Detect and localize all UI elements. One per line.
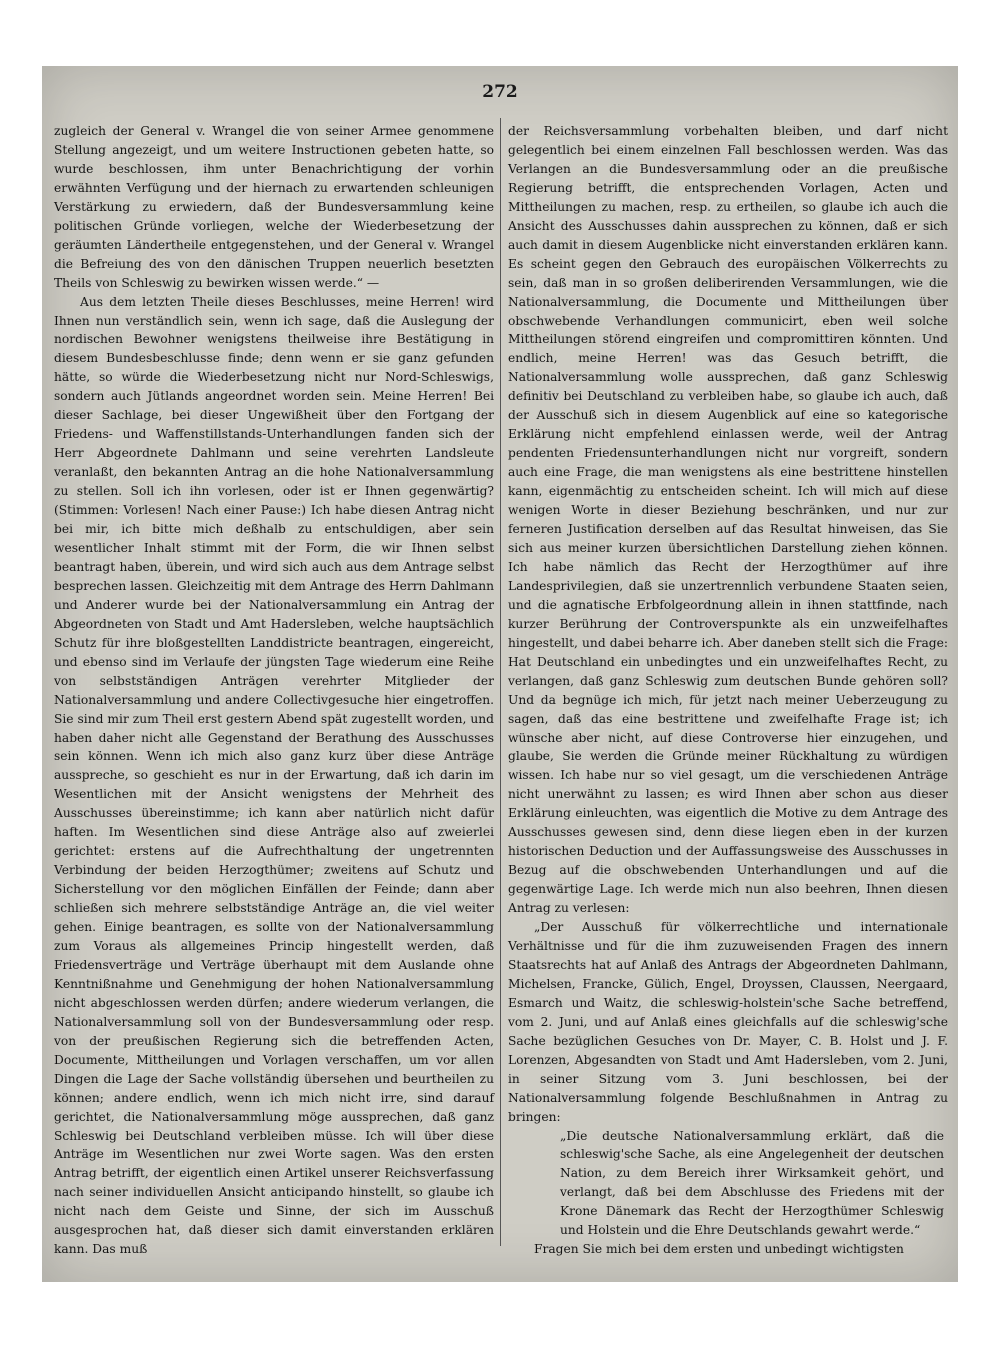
page-number: 272 <box>482 82 518 102</box>
left-paragraph-2: Aus dem letzten Theile dieses Beschlusses, meine Herren! wird Ihnen nun verständlich sein, wenn ich sage, daß die Auslegung der nordischen Bewohner wenigstens theilweise ihre Bestätigung in diesem Bundesbeschlusse finde; denn wenn er sie ganz gefunden hätte, so würde die Wiederbesetzung nicht nur Nord-Schleswigs, sondern auch Jütlands angeordnet worden sein. Meine Herren! Bei dieser Sachlage, bei dieser Ungewißheit über den Fortgang der Friedens- und Waffenstillstands-Unterhandlungen fanden sich der Herr Abgeordnete Dahlmann und seine verehrten Landsleute veranlaßt, den bekannten Antrag an die hohe Nationalversammlung zu stellen. Soll ich ihn vorlesen, oder ist er Ihnen gegenwärtig? (Stimmen: Vorlesen! Nach einer Pause:) Ich habe diesen Antrag nicht bei mir, ich bitte mich deßhalb zu entschuldigen, aber sein wesentlicher Inhalt stimmt mit der Form, die wir Ihnen selbst beantragt haben, überein, und wird sich auch aus dem Antrage selbst besprechen lassen. Gleichzeitig mit dem Antrage des Herrn Dahlmann und Anderer wurde bei der Nationalversammlung ein Antrag der Abgeordneten von Stadt und Amt Hadersleben, welche hauptsächlich Schutz für ihre bloßgestellten Landdistricte beantragen, eingereicht, und ebenso sind im Verlaufe der jüngsten Tage wiederum eine Reihe von selbstständigen Anträgen verehrter Mitglieder der Nationalversammlung und andere Collectivgesuche hier eingetroffen. Sie sind mir zum Theil erst gestern Abend spät zugestellt worden, und haben daher nicht alle Gegenstand der Berathung des Ausschusses sein können. Wenn ich mich also ganz kurz über diese Anträge ausspreche, so geschieht es nur in der Erwartung, daß ich darin im Wesentlichen mit der Ansicht wenigstens der Mehrheit des Ausschusses übereinstimme; ich kann aber natürlich nicht dafür haften. Im Wesentlichen sind diese Anträge also auf zweierlei gerichtet: erstens auf die Aufrechthaltung der ungetrennten Verbindung der beiden Herzogthümer; zweitens auf Schutz und Sicherstellung vor den möglichen Einfällen der Feinde; dann aber schließen sich mehrere selbstständige Anträge an, die viel weiter gehen. Einige beantragen, es sollte von der Nationalversammlung zum Voraus als allgemeines Princip hingestellt werden, daß Friedensverträge und Verträge überhaupt mit dem Auslande ohne Kenntnißnahme und Genehmigung der hohen Nationalversammlung nicht abgeschlossen werden dürfen; andere wiederum verlangen, die Nationalversammlung soll von der Bundesversammlung oder resp. von der preußischen Regierung sich die betreffenden Acten, Documente, Mittheilungen und Vorlagen verschaffen, um vor allen Dingen die Lage der Sache vollständig übersehen und beurtheilen zu können; andere endlich, wenn ich mich nicht irre, sind darauf gerichtet, die Nationalversammlung möge aussprechen, daß ganz Schleswig bei Deutschland verbleiben müsse. Ich will über diese Anträge im Wesentlichen nur zwei Worte sagen. Was den ersten Antrag betrifft, der eigentlich einen Artikel unserer Reichsverfassung nach seiner individuellen Ansicht anticipando hinstellt, so glaube ich nicht nach dem Geiste und Sinne, der sich im Ausschuß ausgesprochen hat, daß dieser sich damit einverstanden erklären kann. Das muß <box>54 294 494 1257</box>
scanned-page <box>42 66 958 1282</box>
left-paragraph-1: zugleich der General v. Wrangel die von seiner Armee genommene Stellung angezeigt, und um weitere Instructionen gebeten hatte, so wurde beschlossen, ihm unter Benachrichtigung der vorhin erwähnten Verfügung und der hiernach zu erwartenden schleunigen Verstärkung zu erwiedern, daß der Bundesversammlung keine politischen Gründe vorliegen, welche der Wiederbesetzung der geräumten Ländertheile entgegenstehen, und der General v. Wrangel die Befreiung des von den dänischen Truppen neuerlich besetzten Theils von Schleswig zu bewirken wissen werde.“ — <box>54 124 494 290</box>
resolution-quote: „Der Ausschuß für völkerrechtliche und internationale Verhältnisse und für die ihm zuzuweisenden Fragen des innern Staatsrechts hat auf Anlaß des Antrags der Abgeordneten Dahlmann, Michelsen, Francke, Gülich, Engel, Droyssen, Claussen, Neergaard, Esmarch und Waitz, die schleswig-holstein'sche Sache betreffend, vom 2. Juni, und auf Anlaß eines gleichfalls auf die schleswig'sche Sache bezüglichen Gesuches von Dr. Mayer, C. B. Holst und J. F. Lorenzen, Abgesandten von Stadt und Amt Hadersleben, vom 2. Juni, in seiner Sitzung vom 3. Juni beschlossen, bei der Nationalversammlung folgende Beschlußnahmen in Antrag zu bringen: <box>508 920 948 1124</box>
right-paragraph-last: Fragen Sie mich bei dem ersten und unbedingt wichtigsten <box>534 1242 904 1257</box>
column-divider <box>500 118 501 1246</box>
right-column <box>508 122 948 1259</box>
left-column <box>54 122 494 1259</box>
right-paragraph-1: der Reichsversammlung vorbehalten bleiben, und darf nicht gelegentlich bei einem einzelnen Fall beschlossen werden. Was das Verlangen an die Bundesversammlung oder an die preußische Regierung betrifft, die entsprechenden Vorlagen, Acten und Mittheilungen zu machen, resp. zu ertheilen, so glaube ich auch die Ansicht des Ausschusses dahin aussprechen zu können, daß er sich auch damit in diesem Augenblicke nicht einverstanden erklären kann. Es scheint gegen den Gebrauch des europäischen Völkerrechts zu sein, daß man in so großen deliberirenden Versammlungen, wie die Nationalversammlung, die Documente und Mittheilungen über obschwebende Verhandlungen communicirt, eben weil solche Mittheilungen störend eingreifen und compromittiren könnten. Und endlich, meine Herren! was das Gesuch betrifft, die Nationalversammlung wolle aussprechen, daß ganz Schleswig definitiv bei Deutschland zu verbleiben habe, so glaube ich auch, daß der Ausschuß sich in diesem Augenblick auf eine so kategorische Erklärung nicht empfehlend einlassen werde, weil der Antrag pendenten Friedensunterhandlungen nicht nur vorgreift, sondern auch eine Frage, die man wenigstens als eine bestrittene hinstellen kann, eigenmächtig zu entscheiden scheint. Ich will mich auf diese wenigen Worte in dieser Beziehung beschränken, und nur zur ferneren Justification derselben auf das Resultat hinweisen, das Sie sich aus meiner kurzen übersichtlichen Darstellung ziehen können. Ich habe nämlich das Recht der Herzogthümer auf ihre Landesprivilegien, daß sie unzertrennlich verbundene Staaten seien, und die agnatische Erbfolgeordnung allein in ihnen stattfinde, nach kurzer Berührung der Controverspunkte als ein unzweifelhaftes hingestellt, und dabei beharre ich. Aber daneben stellt sich die Frage: Hat Deutschland ein unbedingtes und ein unzweifelhaftes Recht, zu verlangen, daß ganz Schleswig zum deutschen Bunde gehören soll? Und da begnüge ich mich, für jetzt nach meiner Ueberzeugung zu sagen, daß das eine bestrittene und zweifelhafte Frage ist; ich wünsche aber nicht, auf diese Controverse hier einzugehen, und glaube, Sie werden die Gründe meiner Rückhaltung zu würdigen wissen. Ich habe nur so viel gesagt, um die verschiedenen Anträge nicht unerwähnt zu lassen; es wird Ihnen aber schon aus dieser Erklärung einleuchten, was eigentlich die Motive zu dem Antrage des Ausschusses gewesen sind, denn diese liegen eben in der kurzen historischen Deduction und der Auffassungsweise des Ausschusses in Bezug auf die obschwebenden Unterhandlungen und auf die gegenwärtige Lage. Ich werde mich nun also beehren, Ihnen diesen Antrag zu verlesen: <box>508 124 948 916</box>
declaration-quote: „Die deutsche Nationalversammlung erklärt, daß die schleswig'sche Sache, als eine Angelegenheit der deutschen Nation, zu dem Bereich ihrer Wirksamkeit gehört, und verlangt, daß bei dem Abschlusse des Friedens mit der Krone Dänemark das Recht der Herzogthümer Schleswig und Holstein und die Ehre Deutschlands gewahrt werde.“ <box>560 1128 944 1238</box>
